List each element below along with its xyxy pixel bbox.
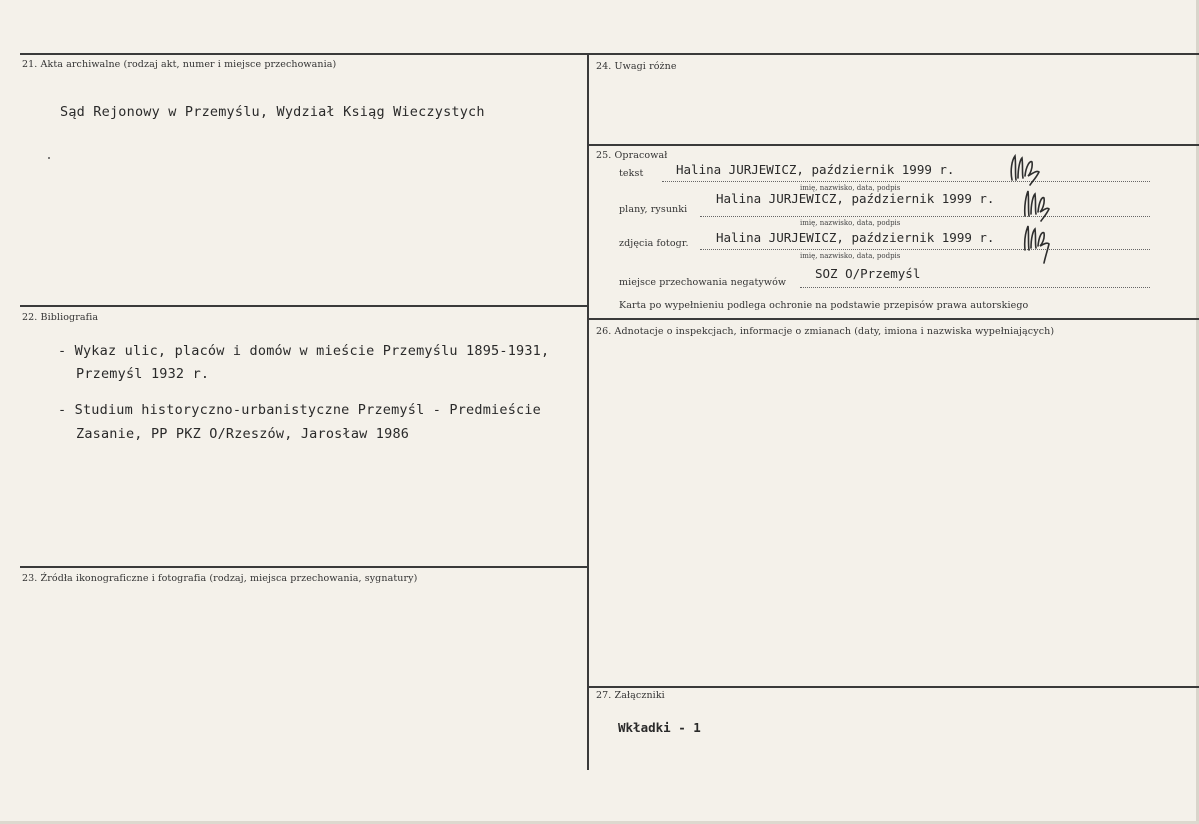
column-divider <box>587 53 589 770</box>
zdjecia-line <box>700 249 1150 250</box>
tekst-caption: imię, nazwisko, data, podpis <box>800 184 901 192</box>
ink-speck <box>48 157 50 159</box>
top-rule <box>20 53 1199 55</box>
section-27-label: 27. Załączniki <box>596 690 665 701</box>
section-26-label: 26. Adnotacje o inspekcjach, informacje o zmianach (daty, imiona i nazwiska wypełniających) <box>596 326 1055 337</box>
rule-22-23 <box>20 566 588 568</box>
bibliography-item-1-line-1: - Wykaz ulic, placów i domów w mieście Przemyślu 1895-1931, <box>58 343 550 359</box>
attachments-content: Wkładki - 1 <box>618 720 701 735</box>
tekst-line <box>662 181 1150 182</box>
zdjecia-caption: imię, nazwisko, data, podpis <box>800 252 901 260</box>
bibliography-item-2-line-2: Zasanie, PP PKZ O/Rzeszów, Jarosław 1986 <box>76 426 410 442</box>
copyright-note: Karta po wypełnieniu podlega ochronie na podstawie przepisów prawa autorskiego <box>619 300 1029 311</box>
section-25-label: 25. Opracował <box>596 150 668 161</box>
plany-line <box>700 216 1150 217</box>
rule-26-27 <box>588 686 1199 688</box>
zdjecia-label: zdjęcia fotogr. <box>619 238 689 249</box>
section-22-label: 22. Bibliografia <box>22 312 99 323</box>
plany-caption: imię, nazwisko, data, podpis <box>800 219 901 227</box>
section-21-label: 21. Akta archiwalne (rodzaj akt, numer i miejsce przechowania) <box>22 59 337 70</box>
tekst-value: Halina JURJEWICZ, październik 1999 r. <box>676 162 955 177</box>
signature-zdjecia <box>1020 222 1052 264</box>
plany-value: Halina JURJEWICZ, październik 1999 r. <box>716 191 995 206</box>
section-23-label: 23. Źródła ikonograficzne i fotografia (rodzaj, miejsca przechowania, sygnatury) <box>22 573 418 584</box>
rule-25-26 <box>588 318 1199 320</box>
bibliography-item-1-line-2: Przemyśl 1932 r. <box>76 366 210 382</box>
tekst-label: tekst <box>619 168 644 179</box>
signature-tekst <box>1006 152 1046 186</box>
section-21-content: Sąd Rejonowy w Przemyślu, Wydział Ksiąg Wieczystych <box>60 104 485 120</box>
rule-24-25 <box>588 144 1199 146</box>
zdjecia-value: Halina JURJEWICZ, październik 1999 r. <box>716 230 995 245</box>
signature-plany <box>1020 186 1052 222</box>
negatywy-line <box>800 287 1150 288</box>
bibliography-item-2-line-1: - Studium historyczno-urbanistyczne Przemyśl - Predmieście <box>58 402 542 418</box>
negatywy-value: SOZ O/Przemyśl <box>815 266 921 281</box>
section-24-label: 24. Uwagi różne <box>596 61 677 72</box>
rule-21-22 <box>20 305 588 307</box>
negatywy-label: miejsce przechowania negatywów <box>619 277 787 288</box>
plany-label: plany, rysunki <box>619 204 688 215</box>
